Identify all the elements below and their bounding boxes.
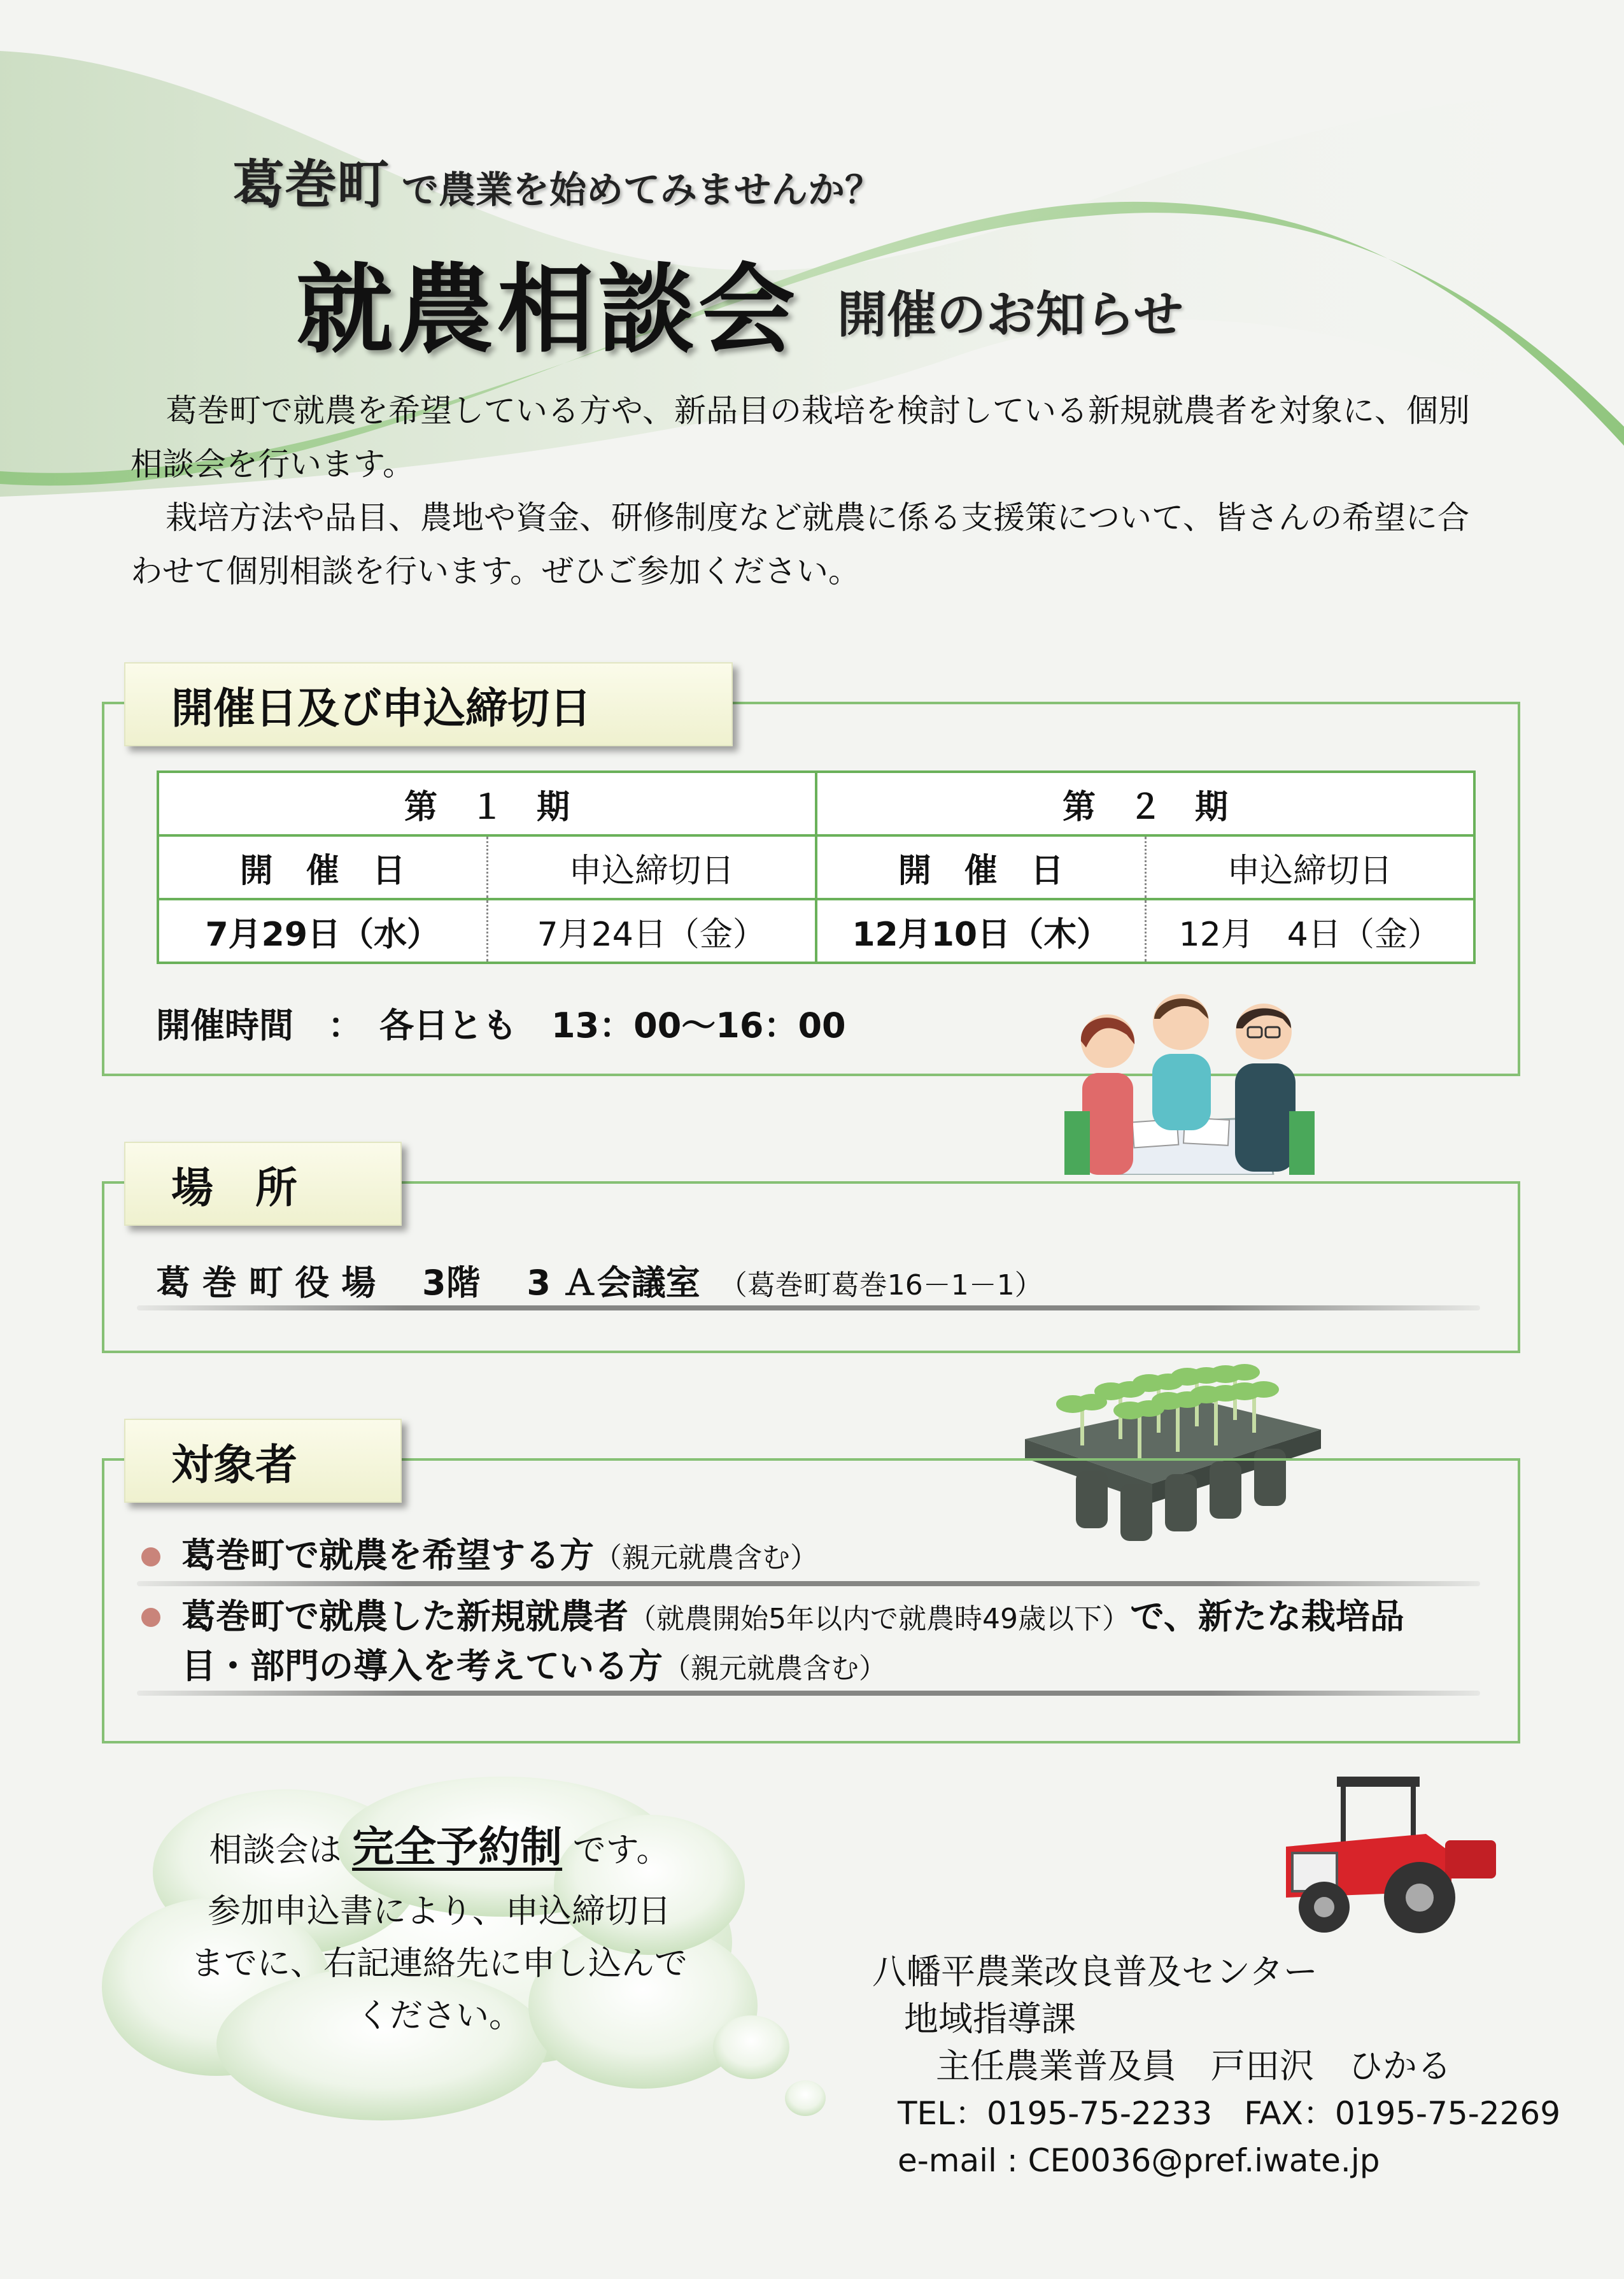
contact-block xyxy=(872,1949,1560,2184)
target-item-2-note2: （親元就農含む） xyxy=(663,1652,887,1685)
p2-deadline-header: 申込締切日 xyxy=(1145,835,1474,899)
notice-text xyxy=(146,1821,732,2042)
period-1-header: 第 １ 期 xyxy=(158,772,816,835)
town-name: 葛巻町 xyxy=(232,155,390,215)
p2-date-header: 開 催 日 xyxy=(816,835,1145,899)
session-time: 開催時間 ： 各日とも 13：00～16：00 xyxy=(156,1005,846,1046)
target-heading xyxy=(124,1419,402,1503)
consultation-people-illustration xyxy=(1063,984,1318,1175)
notice-line-2: 参加申込書により、申込締切日 xyxy=(207,1892,671,1931)
p1-date-header: 開 催 日 xyxy=(158,835,487,899)
target-item-2-line2: 目・部門の導入を考えている方 xyxy=(181,1646,663,1686)
notice-prefix: 相談会は xyxy=(209,1831,342,1870)
divider xyxy=(137,1305,1480,1310)
target-item-1-note: （親元就農含む） xyxy=(594,1542,818,1574)
page-title xyxy=(296,232,1183,371)
schedule-heading-text: 開催日及び申込締切日 xyxy=(171,683,591,733)
venue-text xyxy=(156,1256,1043,1305)
target-heading-text: 対象者 xyxy=(171,1440,297,1489)
p1-deadline: 7月24日（金） xyxy=(487,899,816,963)
target-item-2-main: 葛巻町で就農した新規就農者 xyxy=(181,1596,628,1636)
notice-line-1 xyxy=(146,1821,732,1877)
schedule-heading xyxy=(124,662,733,746)
divider xyxy=(137,1581,1480,1586)
period-2-header: 第 ２ 期 xyxy=(816,772,1474,835)
p2-date: 12月10日（木） xyxy=(816,899,1145,963)
target-item-1-main: 葛巻町で就農を希望する方 xyxy=(181,1535,594,1575)
target-item-2-main2: で、新たな栽培品 xyxy=(1129,1596,1404,1636)
intro-paragraph-2: 栽培方法や品目、農地や資金、研修制度など就農に係る支援策について、皆さんの希望に合わせて個別相談を行います。ぜひご参加ください。 xyxy=(131,499,1469,590)
venue-heading-text: 場 所 xyxy=(171,1163,297,1212)
target-item-1 xyxy=(181,1532,818,1582)
tagline: で農業を始めてみませんか？ xyxy=(402,168,882,211)
divider xyxy=(137,1691,1480,1696)
notice-line-3: までに、右記連絡先に申し込んで xyxy=(190,1945,688,1983)
title-suffix: 開催のお知らせ xyxy=(837,287,1183,344)
title-main: 就農相談会 xyxy=(296,253,799,366)
headline-question xyxy=(232,143,882,218)
notice-suffix: です。 xyxy=(572,1831,670,1870)
p1-date: 7月29日（水） xyxy=(158,899,487,963)
p1-deadline-header: 申込締切日 xyxy=(487,835,816,899)
contact-org: 八幡平農業改良普及センター xyxy=(872,1952,1318,1992)
bullet-icon xyxy=(141,1608,160,1627)
table-row xyxy=(158,835,1474,899)
target-item-2 xyxy=(181,1593,1404,1693)
contact-person: 主任農業普及員 戸田沢 ひかる xyxy=(936,2046,1451,2086)
bullet-icon xyxy=(141,1547,160,1566)
contact-dept: 地域指導課 xyxy=(904,1999,1076,2039)
venue-place: 葛 巻 町 役 場 3階 3 Ａ会議室 xyxy=(156,1263,700,1303)
venue-heading xyxy=(124,1142,402,1226)
notice-line-4: ください。 xyxy=(356,1997,522,2035)
target-item-2-note: （就農開始5年以内で就農時49歳以下） xyxy=(628,1603,1130,1635)
table-row xyxy=(158,899,1474,963)
intro-paragraph-1: 葛巻町で就農を希望している方や、新品目の栽培を検討している新規就農者を対象に、個別相談会を行います。 xyxy=(131,392,1470,483)
schedule-table xyxy=(157,770,1476,964)
venue-address: （葛巻町葛巻16－1－1） xyxy=(719,1269,1043,1302)
contact-phone: TEL：0195-75-2233 FAX：0195-75-2269 xyxy=(898,2095,1561,2132)
table-row xyxy=(158,772,1474,835)
p2-deadline: 12月 4日（金） xyxy=(1145,899,1474,963)
intro-text xyxy=(131,384,1493,598)
contact-email[interactable]: e-mail : CE0036@pref.iwate.jp xyxy=(898,2142,1380,2179)
notice-emphasis: 完全予約制 xyxy=(352,1822,563,1871)
tractor-illustration xyxy=(1273,1770,1502,1936)
